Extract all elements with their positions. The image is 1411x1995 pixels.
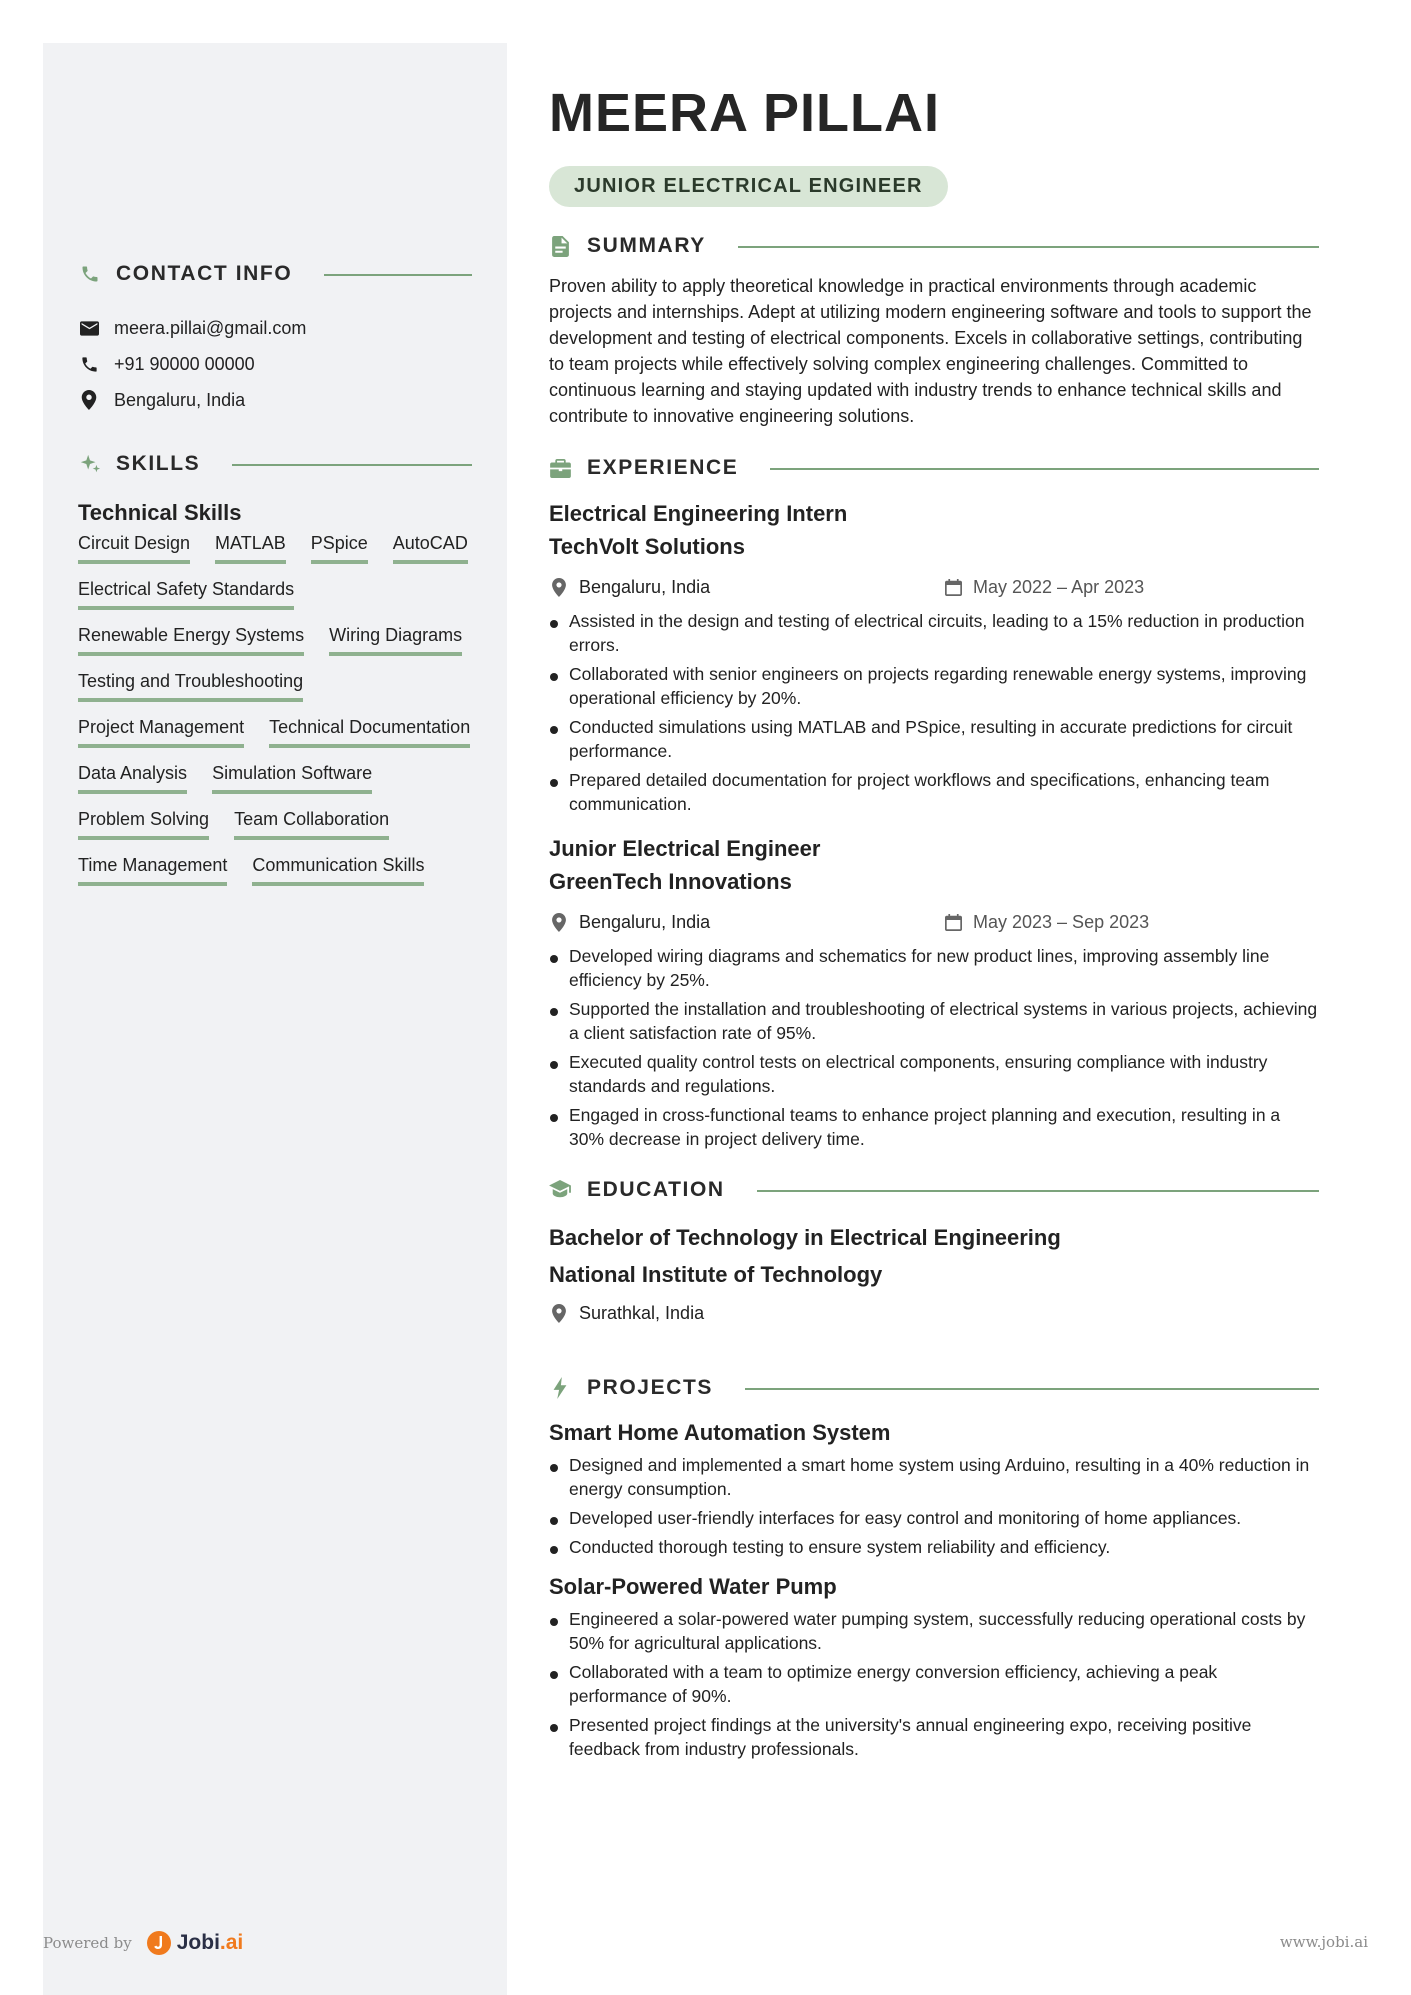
powered-by-text: Powered by xyxy=(43,1934,132,1952)
heading-divider xyxy=(232,464,472,466)
projects-heading-text: PROJECTS xyxy=(587,1376,713,1399)
location-pin-icon xyxy=(549,577,569,597)
jobi-logo[interactable] xyxy=(146,1930,244,1956)
job-company: TechVolt Solutions xyxy=(549,534,745,559)
bullet-item: Conducted thorough testing to ensure system reliability and efficiency. xyxy=(549,1535,1319,1559)
project-entry xyxy=(549,1571,1319,1761)
experience-section xyxy=(549,451,1319,1151)
contact-phone xyxy=(78,346,472,382)
skills-heading-text: SKILLS xyxy=(116,452,201,475)
skill-tag: Testing and Troubleshooting xyxy=(78,670,303,702)
location-pin-icon xyxy=(549,912,569,932)
summary-text: Proven ability to apply theoretical knowledge in practical environments through academic projects and internships. Adept at utilizing modern engineering software and tools to support the development and testing of electrical components. Excels in collaborative settings, contributing to team projects while effectively solving complex engineering challenges. Committed to continuous learning and staying updated with industry trends to enhance technical skills and contribute to innovative engineering solutions. xyxy=(549,276,1312,426)
bullet-item: Designed and implemented a smart home system using Arduino, resulting in a 40% reduction in energy consumption. xyxy=(549,1453,1319,1501)
skill-tag: Communication Skills xyxy=(252,854,424,886)
heading-divider xyxy=(770,468,1319,470)
education-degree: Bachelor of Technology in Electrical Engineering xyxy=(549,1225,1061,1250)
education-location-text: Surathkal, India xyxy=(579,1302,705,1323)
briefcase-icon xyxy=(549,457,571,479)
calendar-icon xyxy=(943,577,963,597)
sidebar xyxy=(43,43,507,1995)
phone-icon xyxy=(78,262,102,286)
job-location-text: Bengaluru, India xyxy=(579,911,711,932)
projects-heading xyxy=(549,1371,1319,1405)
jobi-brand-main: Jobi xyxy=(176,1931,220,1954)
powered-by-footer xyxy=(43,1930,243,1956)
job-company: GreenTech Innovations xyxy=(549,869,792,894)
contact-phone-text: +91 90000 00000 xyxy=(114,353,255,374)
skill-tags xyxy=(78,532,472,886)
skill-tag: Technical Documentation xyxy=(269,716,470,748)
job-dates-text: May 2023 – Sep 2023 xyxy=(973,911,1150,932)
skill-tag: Problem Solving xyxy=(78,808,209,840)
project-entry xyxy=(549,1417,1319,1559)
candidate-name: MEERA PILLAI xyxy=(549,83,941,143)
bullet-item: Prepared detailed documentation for project workflows and specifications, enhancing team communication. xyxy=(549,768,1319,816)
summary-heading xyxy=(549,229,1319,263)
bullet-item: Engineered a solar-powered water pumping system, successfully reducing operational costs by 50% for agricultural applications. xyxy=(549,1607,1319,1655)
project-title: Solar-Powered Water Pump xyxy=(549,1574,837,1599)
main-content xyxy=(549,80,1319,1766)
contact-list xyxy=(78,310,472,418)
document-icon xyxy=(549,235,571,257)
bullet-item: Assisted in the design and testing of electrical circuits, leading to a 15% reduction in production errors. xyxy=(549,609,1319,657)
sparkle-icon xyxy=(78,452,102,476)
bullet-item: Executed quality control tests on electrical components, ensuring compliance with industry standards and regulations. xyxy=(549,1050,1319,1098)
contact-location xyxy=(78,382,472,418)
bullet-item: Collaborated with a team to optimize energy conversion efficiency, achieving a peak performance of 90%. xyxy=(549,1660,1319,1708)
job-bullets xyxy=(549,609,1319,816)
lightning-icon xyxy=(549,1377,571,1399)
skills-section xyxy=(78,438,472,886)
education-section xyxy=(549,1173,1319,1331)
project-bullets xyxy=(549,1607,1319,1761)
job-title: Junior Electrical Engineer xyxy=(549,836,821,861)
job-location xyxy=(549,912,943,933)
bullet-item: Developed user-friendly interfaces for easy control and monitoring of home appliances. xyxy=(549,1506,1319,1530)
skills-subheading: Technical Skills xyxy=(78,500,242,525)
bullet-item: Supported the installation and troubleshooting of electrical systems in various projects, achieving a client satisfaction rate of 95%. xyxy=(549,997,1319,1045)
job-entry xyxy=(549,497,1319,816)
contact-heading-text: CONTACT INFO xyxy=(116,262,293,285)
education-heading-text: EDUCATION xyxy=(587,1178,725,1201)
contact-email-text: meera.pillai@gmail.com xyxy=(114,317,307,338)
job-dates-text: May 2022 – Apr 2023 xyxy=(973,576,1145,597)
job-entry xyxy=(549,832,1319,1151)
location-pin-icon xyxy=(549,1303,569,1323)
contact-heading xyxy=(78,248,472,300)
contact-location-text: Bengaluru, India xyxy=(114,389,246,410)
job-bullets xyxy=(549,944,1319,1151)
education-heading xyxy=(549,1173,1319,1207)
skill-tag: Simulation Software xyxy=(212,762,372,794)
skill-tag: MATLAB xyxy=(215,532,286,564)
phone-icon xyxy=(78,353,100,375)
job-dates xyxy=(943,577,1144,598)
role-badge: JUNIOR ELECTRICAL ENGINEER xyxy=(549,166,948,207)
sidebar-content xyxy=(78,248,472,886)
jobi-brand-accent: .ai xyxy=(219,1931,244,1954)
calendar-icon xyxy=(943,912,963,932)
location-pin-icon xyxy=(78,389,100,411)
project-bullets xyxy=(549,1453,1319,1559)
bullet-item: Collaborated with senior engineers on projects regarding renewable energy systems, improving operational efficiency by 20%. xyxy=(549,662,1319,710)
job-meta xyxy=(549,569,1319,605)
heading-divider xyxy=(757,1190,1319,1192)
experience-heading-text: EXPERIENCE xyxy=(587,456,739,479)
bullet-item: Conducted simulations using MATLAB and PSpice, resulting in accurate predictions for circuit performance. xyxy=(549,715,1319,763)
skill-tag: AutoCAD xyxy=(393,532,468,564)
mail-icon xyxy=(78,317,100,339)
graduation-cap-icon xyxy=(549,1179,571,1201)
skill-tag: Circuit Design xyxy=(78,532,190,564)
skill-tag: Time Management xyxy=(78,854,227,886)
skill-tag: Data Analysis xyxy=(78,762,187,794)
projects-section xyxy=(549,1371,1319,1761)
website-link[interactable]: www.jobi.ai xyxy=(1279,1933,1368,1951)
bullet-item: Engaged in cross-functional teams to enhance project planning and execution, resulting in a 30% decrease in project delivery time. xyxy=(549,1103,1319,1151)
summary-section xyxy=(549,229,1319,429)
skill-tag: Project Management xyxy=(78,716,244,748)
bullet-item: Presented project findings at the university's annual engineering expo, receiving positive feedback from industry professionals. xyxy=(549,1713,1319,1761)
contact-email[interactable] xyxy=(78,310,472,346)
jobi-logo-icon xyxy=(146,1930,172,1956)
heading-divider xyxy=(745,1388,1319,1390)
skill-tag: Renewable Energy Systems xyxy=(78,624,304,656)
summary-heading-text: SUMMARY xyxy=(587,234,706,257)
education-meta xyxy=(549,1295,1319,1331)
job-location-text: Bengaluru, India xyxy=(579,576,711,597)
job-meta xyxy=(549,904,1319,940)
job-dates xyxy=(943,912,1149,933)
education-school: National Institute of Technology xyxy=(549,1262,883,1287)
project-title: Smart Home Automation System xyxy=(549,1420,891,1445)
heading-divider xyxy=(738,246,1319,248)
job-location xyxy=(549,577,943,598)
skills-heading xyxy=(78,438,472,490)
job-title: Electrical Engineering Intern xyxy=(549,501,848,526)
education-location xyxy=(549,1303,943,1324)
skill-tag: Wiring Diagrams xyxy=(329,624,462,656)
skill-tag: Electrical Safety Standards xyxy=(78,578,294,610)
heading-divider xyxy=(324,274,472,276)
bullet-item: Developed wiring diagrams and schematics for new product lines, improving assembly line efficiency by 25%. xyxy=(549,944,1319,992)
skill-tag: PSpice xyxy=(311,532,368,564)
experience-heading xyxy=(549,451,1319,485)
skill-tag: Team Collaboration xyxy=(234,808,389,840)
